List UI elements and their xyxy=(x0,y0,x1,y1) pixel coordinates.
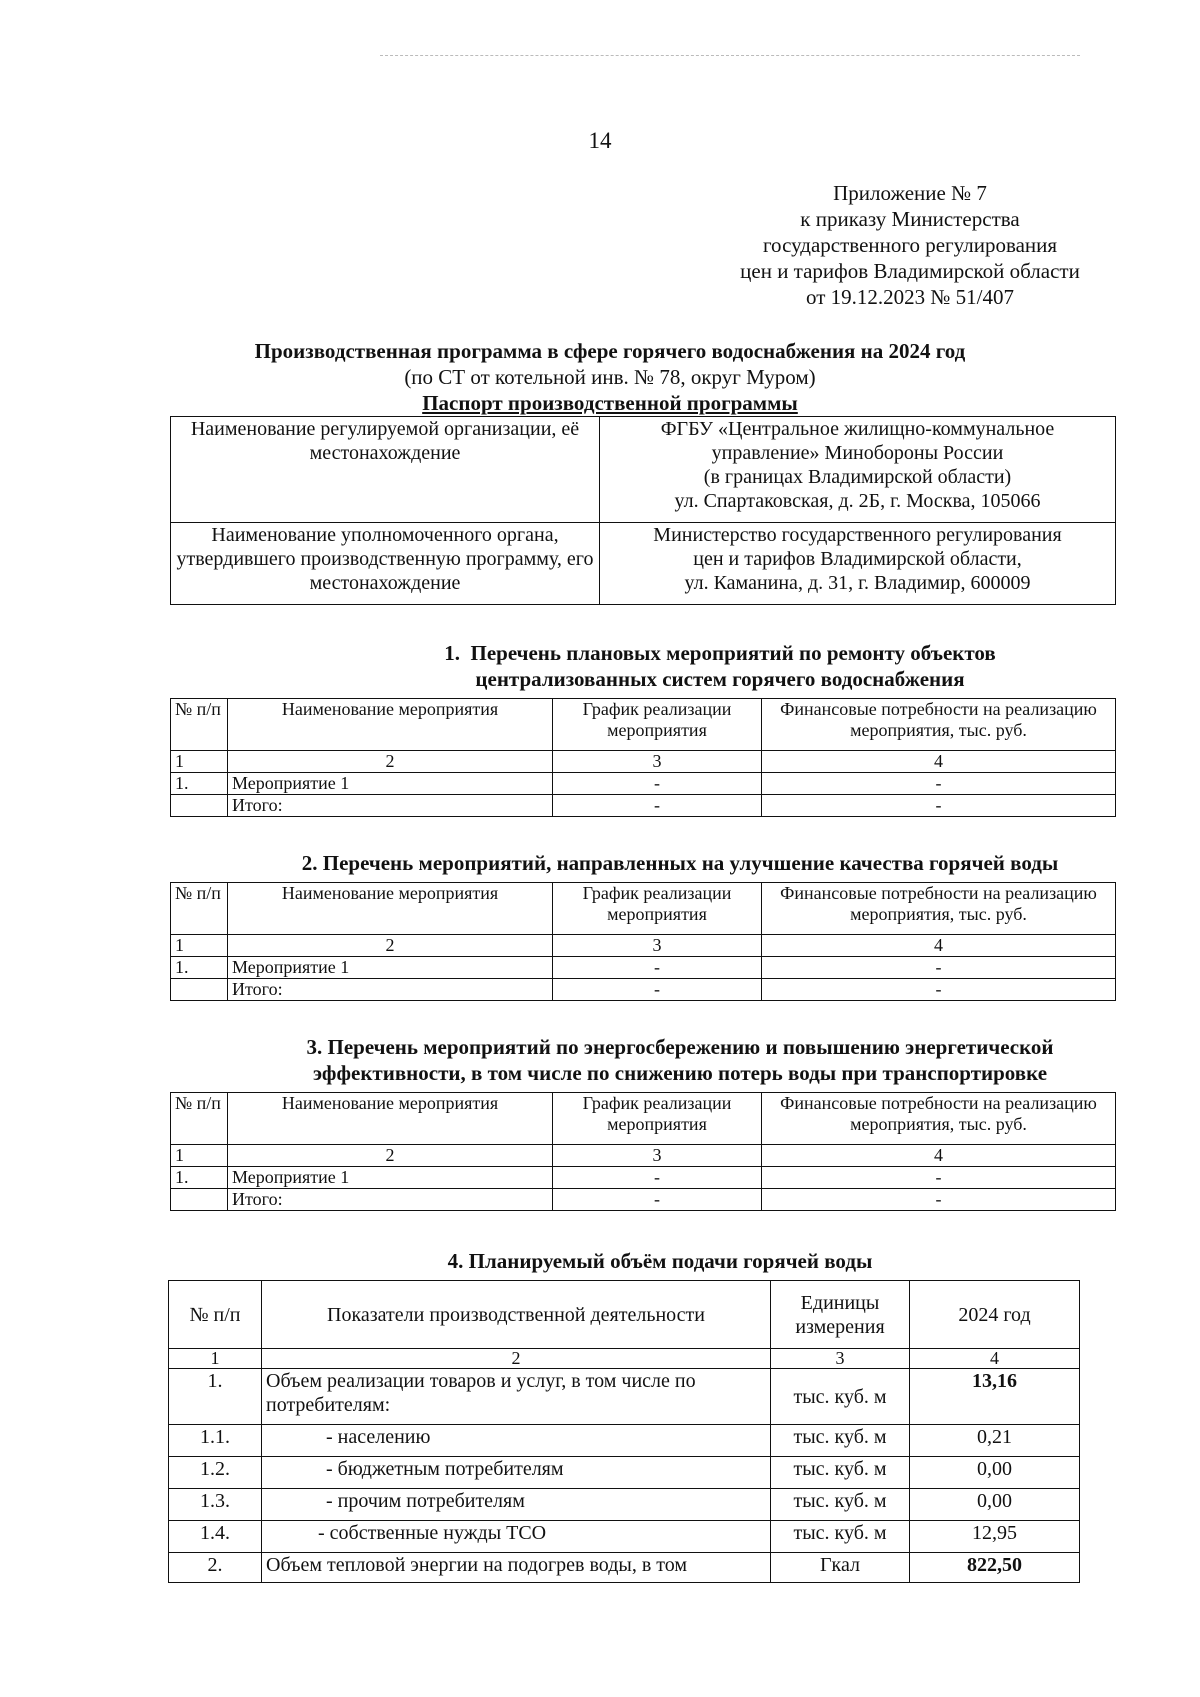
passport-value xyxy=(600,523,1116,605)
column-number-row xyxy=(171,751,1116,773)
section-heading-line: централизованных систем горячего водоснабжения xyxy=(475,667,965,691)
row-unit: тыс. куб. м xyxy=(771,1425,910,1457)
row-num xyxy=(171,795,228,817)
passport-value-line: ул. Спартаковская, д. 2Б, г. Москва, 105066 xyxy=(674,490,1041,512)
column-number: 4 xyxy=(762,935,1116,957)
row-indicator: - населению xyxy=(262,1425,771,1457)
column-number: 2 xyxy=(262,1349,771,1369)
passport-value-line: Министерство государственного регулирования xyxy=(653,524,1062,546)
section-4-heading: 4. Планируемый объём подачи горячей воды xyxy=(447,1249,873,1273)
appendix-line: к приказу Министерства xyxy=(800,207,1020,231)
scan-artifact-line xyxy=(380,55,1080,57)
row-finance: - xyxy=(762,773,1116,795)
row-value: 822,50 xyxy=(910,1553,1080,1583)
section-heading-line: эффективности, в том числе по снижению потерь воды при транспортировке xyxy=(312,1061,1048,1085)
row-num: 2. xyxy=(169,1553,262,1583)
row-unit: тыс. куб. м xyxy=(771,1521,910,1553)
section-heading-line: 2. Перечень мероприятий, направленных на улучшение качества горячей воды xyxy=(301,851,1059,875)
section-heading-line: 3. Перечень мероприятий по энергосбережению и повышению энергетической xyxy=(306,1035,1054,1059)
total-row xyxy=(171,979,1116,1001)
appendix-block xyxy=(700,180,1120,310)
header-name: Наименование мероприятия xyxy=(228,883,553,935)
column-number: 2 xyxy=(228,751,553,773)
row-num: 1.3. xyxy=(169,1489,262,1521)
header-num: № п/п xyxy=(171,883,228,935)
passport-value-line: ул. Каманина, д. 31, г. Владимир, 600009 xyxy=(684,572,1031,594)
row-num: 1. xyxy=(171,957,228,979)
passport-table xyxy=(170,416,1116,605)
row-indicator: Объем реализации товаров и услуг, в том числе по потребителям: xyxy=(262,1369,771,1425)
row-unit: тыс. куб. м xyxy=(771,1457,910,1489)
total-schedule: - xyxy=(553,1189,762,1211)
passport-value-line: (в границах Владимирской области) xyxy=(703,466,1012,488)
section-3-table xyxy=(170,1092,1116,1211)
total-label: Итого: xyxy=(228,795,553,817)
header-finance: Финансовые потребности на реализацию мероприятия, тыс. руб. xyxy=(762,1093,1116,1145)
row-finance: - xyxy=(762,1167,1116,1189)
column-number: 2 xyxy=(228,1145,553,1167)
row-unit: тыс. куб. м xyxy=(771,1369,910,1425)
table-row xyxy=(169,1369,1080,1425)
row-num xyxy=(171,1189,228,1211)
row-name: Мероприятие 1 xyxy=(228,957,553,979)
table-header-row xyxy=(171,1093,1116,1145)
row-unit: тыс. куб. м xyxy=(771,1489,910,1521)
table-row xyxy=(169,1457,1080,1489)
row-schedule: - xyxy=(553,773,762,795)
header-unit: Единицы измерения xyxy=(771,1281,910,1349)
table-row xyxy=(169,1489,1080,1521)
column-number: 1 xyxy=(171,1145,228,1167)
header-num: № п/п xyxy=(171,699,228,751)
total-finance: - xyxy=(762,795,1116,817)
table-header-row xyxy=(171,883,1116,935)
table-header-row xyxy=(169,1281,1080,1349)
header-year: 2024 год xyxy=(910,1281,1080,1349)
column-number-row xyxy=(171,935,1116,957)
total-label: Итого: xyxy=(228,1189,553,1211)
section-1-heading xyxy=(380,640,1060,692)
row-schedule: - xyxy=(553,1167,762,1189)
row-num: 1. xyxy=(169,1369,262,1425)
total-schedule: - xyxy=(553,979,762,1001)
row-unit: Гкал xyxy=(771,1553,910,1583)
header-num: № п/п xyxy=(171,1093,228,1145)
total-finance: - xyxy=(762,979,1116,1001)
program-title: Производственная программа в сфере горячего водоснабжения на 2024 год xyxy=(254,339,966,363)
appendix-line: Приложение № 7 xyxy=(833,181,987,205)
section-1-table xyxy=(170,698,1116,817)
column-number-row xyxy=(169,1349,1080,1369)
appendix-line: от 19.12.2023 № 51/407 xyxy=(805,285,1015,309)
row-value: 0,21 xyxy=(910,1425,1080,1457)
row-indicator: Объем тепловой энергии на подогрев воды, в том xyxy=(262,1553,771,1583)
column-number: 3 xyxy=(553,751,762,773)
header-schedule: График реализации мероприятия xyxy=(553,883,762,935)
column-number: 1 xyxy=(171,935,228,957)
row-value: 0,00 xyxy=(910,1489,1080,1521)
table-row xyxy=(169,1553,1080,1583)
column-number: 4 xyxy=(762,751,1116,773)
section-4-table xyxy=(168,1280,1080,1583)
column-number: 3 xyxy=(553,1145,762,1167)
row-num: 1.1. xyxy=(169,1425,262,1457)
section-2-heading xyxy=(250,850,1110,876)
column-number: 3 xyxy=(553,935,762,957)
total-row xyxy=(171,795,1116,817)
header-finance: Финансовые потребности на реализацию мероприятия, тыс. руб. xyxy=(762,883,1116,935)
passport-row xyxy=(171,523,1116,605)
section-heading-number: 1. xyxy=(444,641,460,665)
passport-row xyxy=(171,417,1116,523)
total-finance: - xyxy=(762,1189,1116,1211)
row-finance: - xyxy=(762,957,1116,979)
column-number: 4 xyxy=(762,1145,1116,1167)
row-num xyxy=(171,979,228,1001)
row-value: 12,95 xyxy=(910,1521,1080,1553)
total-schedule: - xyxy=(553,795,762,817)
row-indicator: - прочим потребителям xyxy=(262,1489,771,1521)
header-indicator: Показатели производственной деятельности xyxy=(262,1281,771,1349)
total-row xyxy=(171,1189,1116,1211)
section-heading-line: Перечень плановых мероприятий по ремонту объектов xyxy=(470,641,996,665)
row-name: Мероприятие 1 xyxy=(228,773,553,795)
total-label: Итого: xyxy=(228,979,553,1001)
header-schedule: График реализации мероприятия xyxy=(553,1093,762,1145)
program-subtitle: (по СТ от котельной инв. № 78, округ Муром) xyxy=(404,365,816,389)
row-value: 13,16 xyxy=(910,1369,1080,1425)
table-row xyxy=(169,1425,1080,1457)
row-num: 1. xyxy=(171,1167,228,1189)
row-indicator: - бюджетным потребителям xyxy=(262,1457,771,1489)
section-3-heading xyxy=(240,1034,1120,1086)
passport-value-line: ФГБУ «Центральное жилищно-коммунальное xyxy=(660,418,1055,440)
column-number: 1 xyxy=(171,751,228,773)
table-row xyxy=(169,1521,1080,1553)
passport-title: Паспорт производственной программы xyxy=(422,391,798,415)
header-num: № п/п xyxy=(169,1281,262,1349)
header-schedule: График реализации мероприятия xyxy=(553,699,762,751)
appendix-line: государственного регулирования xyxy=(762,233,1058,257)
header-name: Наименование мероприятия xyxy=(228,1093,553,1145)
header-name: Наименование мероприятия xyxy=(228,699,553,751)
column-number-row xyxy=(171,1145,1116,1167)
column-number: 3 xyxy=(771,1349,910,1369)
passport-value-line: управление» Минобороны России xyxy=(711,442,1004,464)
column-number: 2 xyxy=(228,935,553,957)
table-row xyxy=(171,957,1116,979)
column-number: 1 xyxy=(169,1349,262,1369)
row-num: 1. xyxy=(171,773,228,795)
passport-label: Наименование уполномоченного органа, утвердившего производственную программу, его местонахождение xyxy=(171,523,600,605)
passport-label: Наименование регулируемой организации, её местонахождение xyxy=(171,417,600,523)
row-num: 1.4. xyxy=(169,1521,262,1553)
column-number: 4 xyxy=(910,1349,1080,1369)
row-schedule: - xyxy=(553,957,762,979)
table-row xyxy=(171,773,1116,795)
passport-value-line: цен и тарифов Владимирской области, xyxy=(693,548,1022,570)
row-value: 0,00 xyxy=(910,1457,1080,1489)
header-finance: Финансовые потребности на реализацию мероприятия, тыс. руб. xyxy=(762,699,1116,751)
table-header-row xyxy=(171,699,1116,751)
section-2-table xyxy=(170,882,1116,1001)
page-number: 14 xyxy=(588,128,612,153)
row-num: 1.2. xyxy=(169,1457,262,1489)
passport-value xyxy=(600,417,1116,523)
appendix-line: цен и тарифов Владимирской области xyxy=(740,259,1080,283)
table-row xyxy=(171,1167,1116,1189)
document-title xyxy=(150,338,1070,416)
row-name: Мероприятие 1 xyxy=(228,1167,553,1189)
row-indicator: - собственные нужды ТСО xyxy=(262,1521,771,1553)
